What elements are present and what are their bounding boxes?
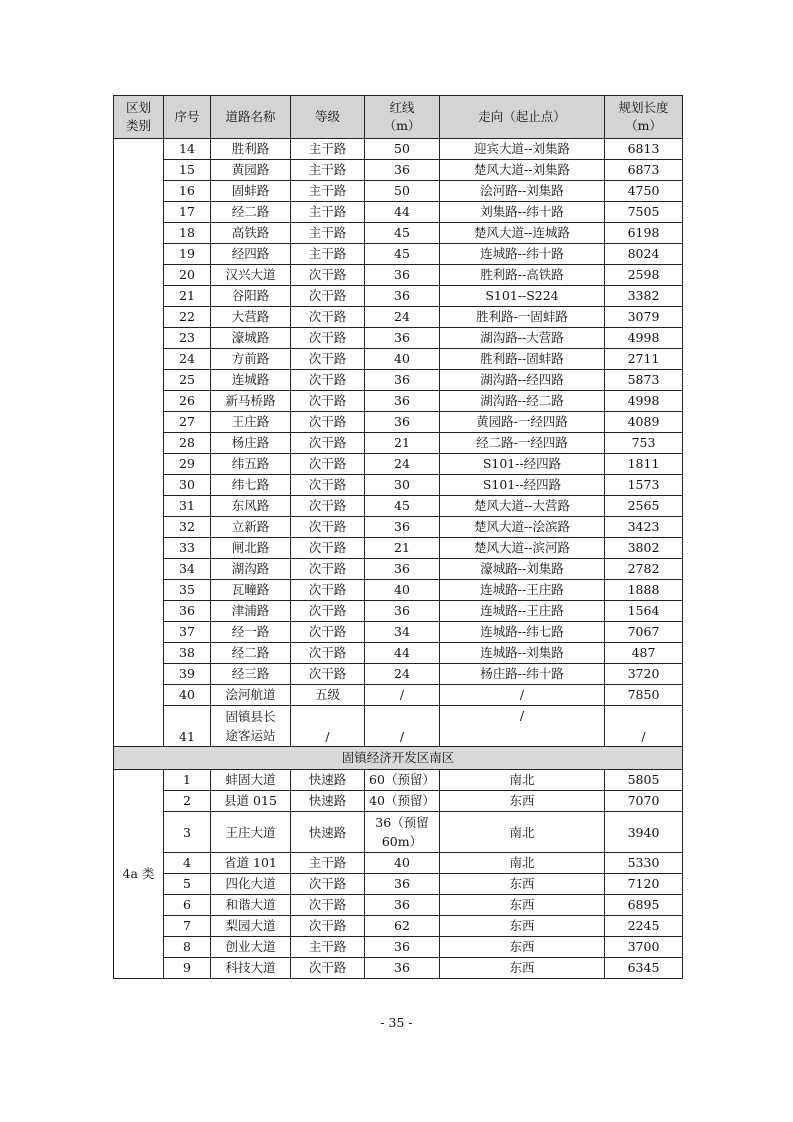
cell-direction: S101--S224 [440, 286, 605, 307]
cell-direction: 迎宾大道--刘集路 [440, 139, 605, 160]
cell-grade: 主干路 [291, 223, 365, 244]
cell-name: 方前路 [211, 349, 291, 370]
table-row [114, 349, 683, 370]
cell-direction: 杨庄路--纬十路 [440, 664, 605, 685]
table-row [114, 791, 683, 812]
cell-no: 21 [164, 286, 211, 307]
cell-name: 固镇县长 途客运站 [211, 706, 291, 747]
cell-direction: 南北 [440, 853, 605, 874]
cell-name: 杨庄路 [211, 433, 291, 454]
cell-direction: 东西 [440, 895, 605, 916]
table-body-north [114, 139, 683, 770]
cell-length: 7067 [605, 622, 683, 643]
cell-no: 9 [164, 958, 211, 979]
cell-no: 2 [164, 791, 211, 812]
table-row [114, 433, 683, 454]
table-row [114, 412, 683, 433]
cell-name: 县道 015 [211, 791, 291, 812]
cell-grade: 次干路 [291, 412, 365, 433]
cell-name: 王庄路 [211, 412, 291, 433]
cell-red-line: 40 [365, 853, 440, 874]
cell-no: 28 [164, 433, 211, 454]
cell-direction: 南北 [440, 812, 605, 853]
cell-length: 1811 [605, 454, 683, 475]
cell-length: 7070 [605, 791, 683, 812]
cell-direction: 连城路--王庄路 [440, 601, 605, 622]
cell-grade: 次干路 [291, 538, 365, 559]
header-name: 道路名称 [211, 96, 291, 139]
cell-no: 26 [164, 391, 211, 412]
table-body-south [114, 770, 683, 979]
table-row [114, 853, 683, 874]
table-row [114, 496, 683, 517]
cell-no: 33 [164, 538, 211, 559]
cell-name: 汉兴大道 [211, 265, 291, 286]
cell-direction: 浍河路--刘集路 [440, 181, 605, 202]
cell-no: 37 [164, 622, 211, 643]
cell-no: 23 [164, 328, 211, 349]
cell-red-line: / [365, 685, 440, 706]
table-row [114, 812, 683, 853]
cell-red-line: 36 [365, 370, 440, 391]
cell-grade: 主干路 [291, 202, 365, 223]
cell-grade: 快速路 [291, 791, 365, 812]
table-row [114, 937, 683, 958]
cell-direction: 楚风大道--浍滨路 [440, 517, 605, 538]
cell-red-line: 45 [365, 244, 440, 265]
cell-length: 5805 [605, 770, 683, 791]
cell-grade: 主干路 [291, 181, 365, 202]
table-row [114, 202, 683, 223]
section-row [114, 747, 683, 770]
cell-grade: 次干路 [291, 265, 365, 286]
page-number: - 35 - [380, 1015, 413, 1030]
cell-no: 39 [164, 664, 211, 685]
cell-grade: 次干路 [291, 559, 365, 580]
cell-no: 7 [164, 916, 211, 937]
table-row [114, 706, 683, 747]
cell-name: 谷阳路 [211, 286, 291, 307]
cell-name: 和谐大道 [211, 895, 291, 916]
cell-no: 40 [164, 685, 211, 706]
cell-length: 3382 [605, 286, 683, 307]
header-length: 规划长度 （m） [605, 96, 683, 139]
cell-grade: 五级 [291, 685, 365, 706]
table-row [114, 538, 683, 559]
cell-grade: 次干路 [291, 496, 365, 517]
cell-no: 34 [164, 559, 211, 580]
cell-grade: 主干路 [291, 937, 365, 958]
cell-red-line: 36 [365, 937, 440, 958]
cell-length: 2782 [605, 559, 683, 580]
section-title: 固镇经济开发区南区 [114, 747, 683, 770]
cell-length: 3940 [605, 812, 683, 853]
cell-length: 4089 [605, 412, 683, 433]
cell-red-line: 40（预留） [365, 791, 440, 812]
cell-red-line: 36 [365, 412, 440, 433]
cell-no: 31 [164, 496, 211, 517]
cell-no: 18 [164, 223, 211, 244]
table-row [114, 622, 683, 643]
cell-red-line: 36 [365, 391, 440, 412]
table-row [114, 895, 683, 916]
cell-no: 14 [164, 139, 211, 160]
cell-no: 35 [164, 580, 211, 601]
cell-red-line: 36（预留 60m） [365, 812, 440, 853]
cell-length: 1573 [605, 475, 683, 496]
cell-grade: 快速路 [291, 770, 365, 791]
cell-name: 连城路 [211, 370, 291, 391]
cell-grade: 次干路 [291, 370, 365, 391]
cell-length: 3802 [605, 538, 683, 559]
cell-direction: 楚风大道--滨河路 [440, 538, 605, 559]
table-row [114, 307, 683, 328]
cell-name: 濠城路 [211, 328, 291, 349]
cell-red-line: 36 [365, 265, 440, 286]
header-grade: 等级 [291, 96, 365, 139]
cell-grade: 次干路 [291, 307, 365, 328]
cell-red-line: 62 [365, 916, 440, 937]
cell-direction: 胜利路--高铁路 [440, 265, 605, 286]
cell-name: 纬七路 [211, 475, 291, 496]
cell-direction: / [440, 706, 605, 747]
cell-length: 3079 [605, 307, 683, 328]
cell-red-line: 24 [365, 454, 440, 475]
cell-no: 30 [164, 475, 211, 496]
header-direction: 走向（起止点） [440, 96, 605, 139]
cell-direction: 楚风大道--刘集路 [440, 160, 605, 181]
cell-red-line: 36 [365, 601, 440, 622]
cell-red-line: / [365, 706, 440, 747]
cell-direction: 东西 [440, 958, 605, 979]
cell-grade: / [291, 706, 365, 747]
road-planning-table [113, 95, 683, 979]
cell-name: 津浦路 [211, 601, 291, 622]
cell-grade: 次干路 [291, 517, 365, 538]
table-row [114, 643, 683, 664]
cell-no: 20 [164, 265, 211, 286]
cell-red-line: 36 [365, 286, 440, 307]
cell-red-line: 21 [365, 538, 440, 559]
cell-no: 36 [164, 601, 211, 622]
cell-direction: 连城路--纬十路 [440, 244, 605, 265]
cell-grade: 次干路 [291, 643, 365, 664]
cell-grade: 主干路 [291, 853, 365, 874]
cell-name: 固蚌路 [211, 181, 291, 202]
cell-red-line: 36 [365, 895, 440, 916]
cell-no: 19 [164, 244, 211, 265]
cell-direction: 东西 [440, 916, 605, 937]
cell-length: 2711 [605, 349, 683, 370]
cell-direction: 黄园路-一经四路 [440, 412, 605, 433]
cell-red-line: 45 [365, 223, 440, 244]
table-row [114, 874, 683, 895]
cell-direction: / [440, 685, 605, 706]
cell-direction: 东西 [440, 937, 605, 958]
cell-length: 3720 [605, 664, 683, 685]
cell-name: 高铁路 [211, 223, 291, 244]
cell-name: 梨园大道 [211, 916, 291, 937]
cell-direction: 连城路--刘集路 [440, 643, 605, 664]
cell-length: 1564 [605, 601, 683, 622]
cell-red-line: 45 [365, 496, 440, 517]
cell-name: 经一路 [211, 622, 291, 643]
cell-grade: 次干路 [291, 475, 365, 496]
cell-length: 487 [605, 643, 683, 664]
cell-red-line: 34 [365, 622, 440, 643]
cell-name: 湖沟路 [211, 559, 291, 580]
cell-no: 1 [164, 770, 211, 791]
cell-red-line: 36 [365, 328, 440, 349]
table-row [114, 475, 683, 496]
cell-no: 22 [164, 307, 211, 328]
zone-cell-4a: 4a 类 [114, 770, 164, 979]
cell-grade: 次干路 [291, 664, 365, 685]
cell-red-line: 30 [365, 475, 440, 496]
cell-length: 4998 [605, 328, 683, 349]
cell-length: 2598 [605, 265, 683, 286]
cell-name: 黄园路 [211, 160, 291, 181]
cell-name: 大营路 [211, 307, 291, 328]
cell-name: 立新路 [211, 517, 291, 538]
cell-red-line: 36 [365, 874, 440, 895]
cell-grade: 次干路 [291, 580, 365, 601]
cell-name: 经二路 [211, 643, 291, 664]
cell-red-line: 44 [365, 643, 440, 664]
cell-no: 15 [164, 160, 211, 181]
table-row [114, 181, 683, 202]
cell-no: 41 [164, 706, 211, 747]
cell-length: 6813 [605, 139, 683, 160]
cell-direction: 经二路-一经四路 [440, 433, 605, 454]
cell-grade: 次干路 [291, 454, 365, 475]
cell-name: 浍河航道 [211, 685, 291, 706]
header-zone: 区划 类别 [114, 96, 164, 139]
cell-length: 7850 [605, 685, 683, 706]
cell-name: 省道 101 [211, 853, 291, 874]
table-row [114, 958, 683, 979]
table-row [114, 664, 683, 685]
cell-name: 科技大道 [211, 958, 291, 979]
cell-grade: 次干路 [291, 874, 365, 895]
cell-red-line: 60（预留） [365, 770, 440, 791]
cell-length: 1888 [605, 580, 683, 601]
cell-no: 32 [164, 517, 211, 538]
cell-name: 闸北路 [211, 538, 291, 559]
cell-length: 4750 [605, 181, 683, 202]
cell-length: 6198 [605, 223, 683, 244]
cell-length: 2565 [605, 496, 683, 517]
table-row [114, 286, 683, 307]
table-row [114, 160, 683, 181]
cell-length: 5330 [605, 853, 683, 874]
cell-no: 27 [164, 412, 211, 433]
cell-name: 经四路 [211, 244, 291, 265]
cell-red-line: 50 [365, 181, 440, 202]
cell-no: 8 [164, 937, 211, 958]
cell-no: 16 [164, 181, 211, 202]
cell-name: 纬五路 [211, 454, 291, 475]
cell-name: 四化大道 [211, 874, 291, 895]
cell-length: 7120 [605, 874, 683, 895]
cell-name: 东风路 [211, 496, 291, 517]
table-row [114, 328, 683, 349]
table-row [114, 139, 683, 160]
zone-cell [114, 139, 164, 747]
table-header-row [114, 96, 683, 139]
cell-direction: 楚风大道--大营路 [440, 496, 605, 517]
cell-length: 3700 [605, 937, 683, 958]
table-row [114, 454, 683, 475]
cell-grade: 主干路 [291, 244, 365, 265]
cell-red-line: 24 [365, 664, 440, 685]
cell-direction: 连城路--纬七路 [440, 622, 605, 643]
cell-length: 6345 [605, 958, 683, 979]
cell-direction: 楚风大道--连城路 [440, 223, 605, 244]
cell-length: 3423 [605, 517, 683, 538]
cell-red-line: 24 [365, 307, 440, 328]
table-row [114, 265, 683, 286]
cell-name: 经三路 [211, 664, 291, 685]
cell-direction: 东西 [440, 874, 605, 895]
cell-no: 29 [164, 454, 211, 475]
cell-red-line: 40 [365, 349, 440, 370]
cell-red-line: 44 [365, 202, 440, 223]
cell-no: 4 [164, 853, 211, 874]
cell-grade: 次干路 [291, 433, 365, 454]
cell-no: 24 [164, 349, 211, 370]
table-row [114, 223, 683, 244]
cell-direction: 濠城路--刘集路 [440, 559, 605, 580]
cell-red-line: 40 [365, 580, 440, 601]
cell-name: 新马桥路 [211, 391, 291, 412]
cell-direction: S101--经四路 [440, 475, 605, 496]
cell-direction: S101--经四路 [440, 454, 605, 475]
cell-grade: 次干路 [291, 916, 365, 937]
table-row [114, 685, 683, 706]
cell-grade: 主干路 [291, 160, 365, 181]
cell-length: 8024 [605, 244, 683, 265]
cell-grade: 次干路 [291, 349, 365, 370]
cell-length: 7505 [605, 202, 683, 223]
cell-name: 经二路 [211, 202, 291, 223]
cell-red-line: 50 [365, 139, 440, 160]
cell-no: 3 [164, 812, 211, 853]
cell-direction: 连城路--王庄路 [440, 580, 605, 601]
cell-no: 25 [164, 370, 211, 391]
cell-name: 创业大道 [211, 937, 291, 958]
cell-direction: 湖沟路--经二路 [440, 391, 605, 412]
table-row [114, 916, 683, 937]
cell-grade: 次干路 [291, 328, 365, 349]
table-row [114, 601, 683, 622]
table-row [114, 391, 683, 412]
cell-grade: 主干路 [291, 139, 365, 160]
cell-length: 5873 [605, 370, 683, 391]
cell-length: 4998 [605, 391, 683, 412]
cell-name: 瓦疃路 [211, 580, 291, 601]
table-row [114, 244, 683, 265]
cell-length: / [605, 706, 683, 747]
cell-length: 6895 [605, 895, 683, 916]
cell-red-line: 36 [365, 160, 440, 181]
cell-direction: 南北 [440, 770, 605, 791]
cell-red-line: 36 [365, 559, 440, 580]
cell-no: 5 [164, 874, 211, 895]
cell-red-line: 36 [365, 517, 440, 538]
cell-red-line: 21 [365, 433, 440, 454]
cell-no: 6 [164, 895, 211, 916]
cell-grade: 次干路 [291, 286, 365, 307]
table-row [114, 770, 683, 791]
cell-grade: 快速路 [291, 812, 365, 853]
cell-direction: 湖沟路--经四路 [440, 370, 605, 391]
table-row [114, 370, 683, 391]
table-row [114, 559, 683, 580]
cell-direction: 胜利路-一固蚌路 [440, 307, 605, 328]
cell-grade: 次干路 [291, 391, 365, 412]
table-row [114, 580, 683, 601]
cell-red-line: 36 [365, 958, 440, 979]
header-red-line: 红线 （m） [365, 96, 440, 139]
cell-grade: 次干路 [291, 622, 365, 643]
cell-name: 蚌固大道 [211, 770, 291, 791]
cell-name: 胜利路 [211, 139, 291, 160]
cell-length: 6873 [605, 160, 683, 181]
cell-no: 17 [164, 202, 211, 223]
cell-direction: 刘集路--纬十路 [440, 202, 605, 223]
cell-no: 38 [164, 643, 211, 664]
cell-name: 王庄大道 [211, 812, 291, 853]
cell-direction: 东西 [440, 791, 605, 812]
cell-direction: 湖沟路--大营路 [440, 328, 605, 349]
cell-length: 2245 [605, 916, 683, 937]
header-no: 序号 [164, 96, 211, 139]
cell-length: 753 [605, 433, 683, 454]
cell-grade: 次干路 [291, 958, 365, 979]
cell-direction: 胜利路--固蚌路 [440, 349, 605, 370]
table-row [114, 517, 683, 538]
cell-grade: 次干路 [291, 895, 365, 916]
cell-grade: 次干路 [291, 601, 365, 622]
